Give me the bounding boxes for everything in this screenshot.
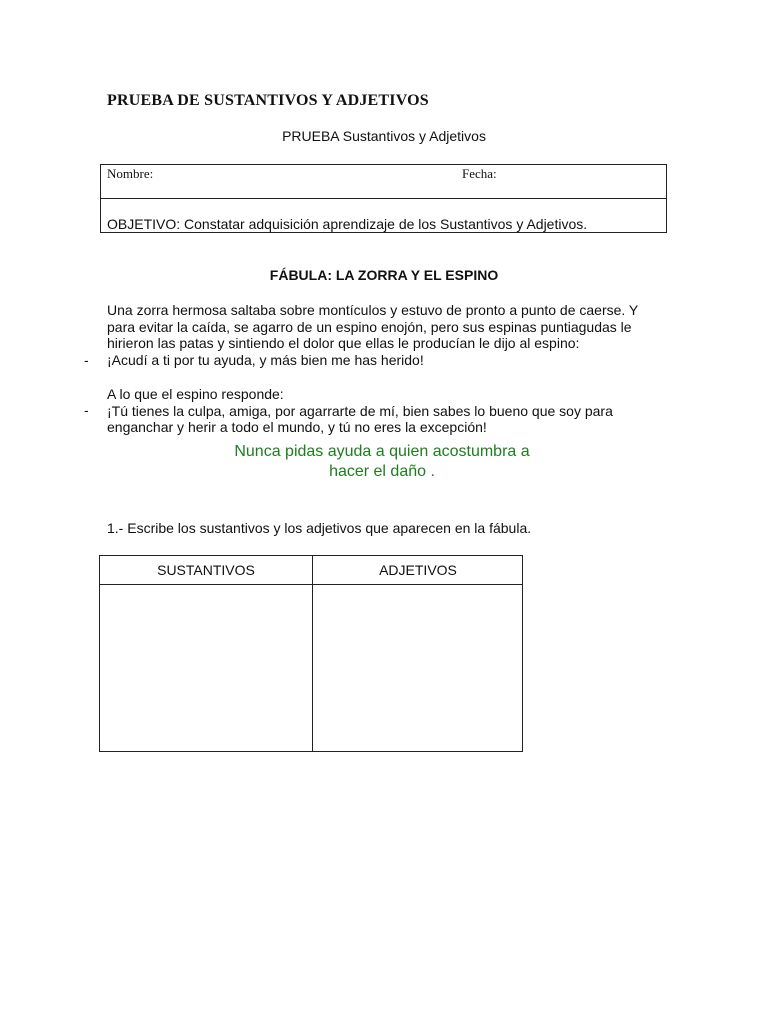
subtitle: PRUEBA Sustantivos y Adjetivos <box>282 128 486 144</box>
dash-bullet: - <box>84 402 89 418</box>
moral-text <box>0 442 766 482</box>
fable-paragraph <box>107 302 638 368</box>
moral-line: Nunca pidas ayuda a quien acostumbra a <box>234 443 530 460</box>
fable-line: hirieron las patas y sintiendo el dolor que ellas le producían le dijo al espino: <box>107 335 580 351</box>
table-column-divider <box>312 556 313 751</box>
column-header-sustantivos: SUSTANTIVOS <box>157 562 255 578</box>
objetivo-text: OBJETIVO: Constatar adquisición aprendizaje de los Sustantivos y Adjetivos. <box>107 216 588 232</box>
fecha-label: Fecha: <box>462 166 497 181</box>
fable-line: Una zorra hermosa saltaba sobre montículos y estuvo de pronto a punto de caerse. Y <box>107 302 639 318</box>
main-title: PRUEBA DE SUSTANTIVOS Y ADJETIVOS <box>107 92 429 109</box>
fable-title: FÁBULA: LA ZORRA Y EL ESPINO <box>269 267 499 283</box>
info-table <box>100 164 667 233</box>
moral-line: hacer el daño . <box>329 463 435 480</box>
fable-paragraph-2 <box>107 386 613 436</box>
table-header-divider <box>100 584 522 585</box>
exercise-question: 1.- Escribe los sustantivos y los adjetivos que aparecen en la fábula. <box>107 520 532 536</box>
answer-table <box>99 555 523 752</box>
nombre-label: Nombre: <box>107 166 154 181</box>
fable-line: para evitar la caída, se agarro de un espino enojón, pero sus espinas puntiagudas le <box>107 318 632 335</box>
info-table-divider <box>101 198 666 199</box>
dash-bullet: - <box>84 352 89 368</box>
quote-2-line: enganchar y herir a todo el mundo, y tú no eres la excepción! <box>107 419 487 435</box>
column-header-adjetivos: ADJETIVOS <box>379 562 457 578</box>
quote-2-line: ¡Tú tienes la culpa, amiga, por agarrarte de mí, bien sabes lo bueno que soy para <box>107 402 613 419</box>
quote-1: ¡Acudí a ti por tu ayuda, y más bien me has herido! <box>107 351 424 368</box>
intro-2: A lo que el espino responde: <box>107 386 284 402</box>
